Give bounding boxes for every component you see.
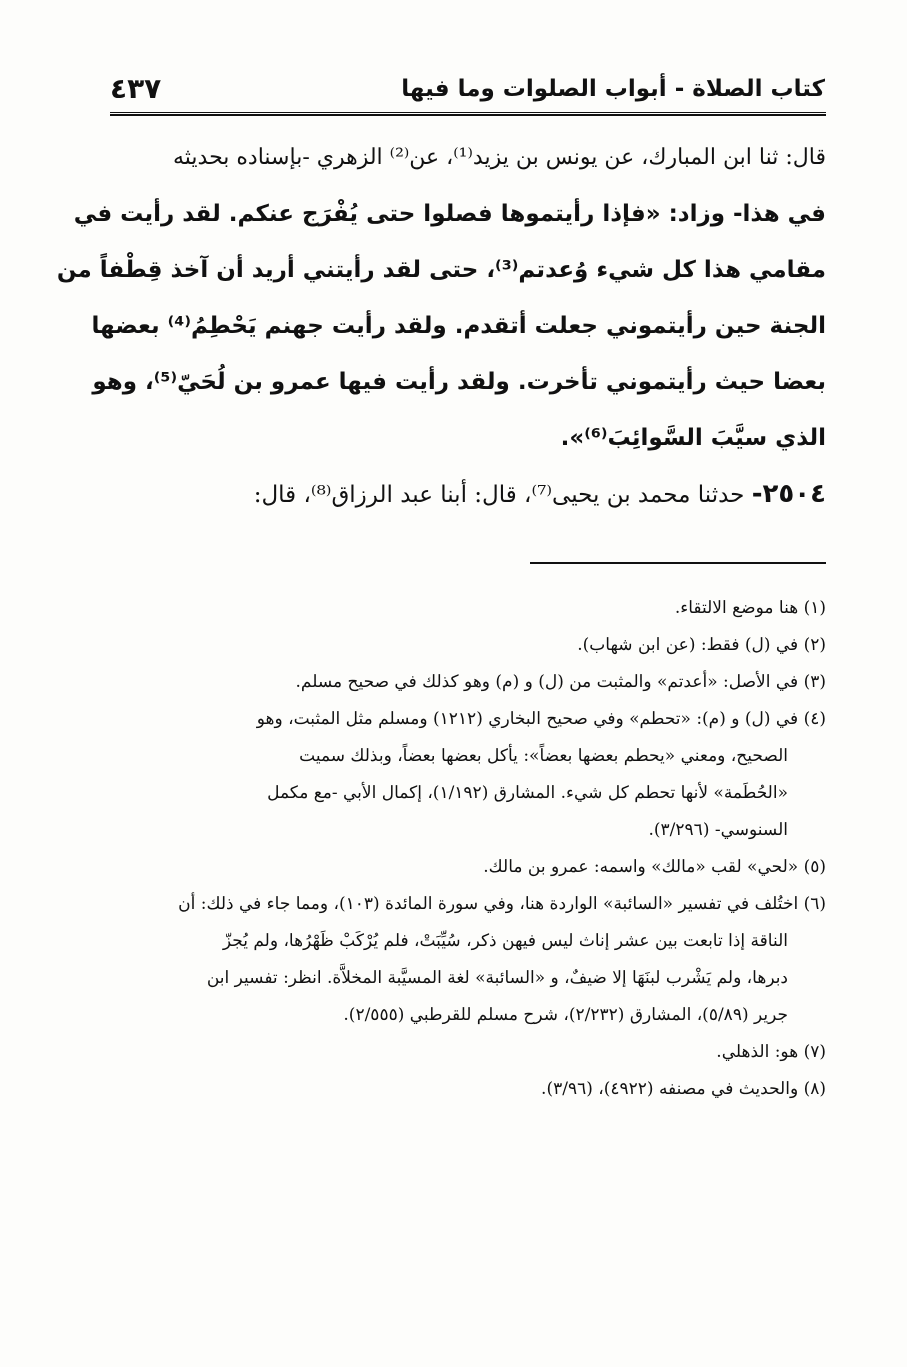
footnote-line: (٦) اختُلف في تفسير «السائبة» الواردة هنا، وفي سورة المائدة (١٠٣)، ومما جاء في ذلك: أن <box>178 894 826 914</box>
hadith-text: حدثنا محمد بن يحيى⁽⁷⁾، قال: أبنا عبد الرزاق⁽⁸⁾، قال: <box>253 482 745 508</box>
footnotes <box>110 590 826 1108</box>
main-text <box>56 130 826 522</box>
page-number: ٤٣٧ <box>110 72 162 105</box>
text-line: الذي سيَّبَ السَّوائِبَ⁽⁶⁾». <box>560 425 826 451</box>
text-line: الجنة حين رأيتموني جعلت أتقدم. ولقد رأيت جهنم يَحْطِمُ⁽⁴⁾ بعضها <box>91 313 826 339</box>
footnote-line: جرير (٥/٨٩)، المشارق (٢/٢٣٢)، شرح مسلم للقرطبي (٢/٥٥٥). <box>343 1005 788 1025</box>
footnote-line: الناقة إذا تابعت بين عشر إناث ليس فيهن ذكر، سُيِّبَتْ، فلم يُرْكَبْ ظَهْرُها، ولم يُجزّ <box>222 931 788 951</box>
text-line: بعضا حيث رأيتموني تأخرت. ولقد رأيت فيها عمرو بن لُحَيّ⁽⁵⁾، وهو <box>92 369 826 395</box>
footnote-line: (٧) هو: الذهلي. <box>716 1042 826 1062</box>
running-header <box>110 70 825 110</box>
footnote-line: (٢) في (ل) فقط: (عن ابن شهاب). <box>577 635 826 655</box>
footnote-line: (٤) في (ل) و (م): «تحطم» وفي صحيح البخاري (١٢١٢) ومسلم مثل المثبت، وهو <box>256 709 826 729</box>
text-line: مقامي هذا كل شيء وُعدتم⁽³⁾، حتى لقد رأيتني أريد أن آخذ قِطْفاً من <box>56 257 826 283</box>
text-line: قال: ثنا ابن المبارك، عن يونس بن يزيد⁽¹⁾، عن⁽²⁾ الزهري -بإسناده بحديثه <box>172 145 826 170</box>
footnote-line: (٨) والحديث في مصنفه (٤٩٢٢)، (٣/٩٦). <box>541 1079 826 1099</box>
chapter-title: كتاب الصلاة - أبواب الصلوات وما فيها <box>401 76 825 102</box>
header-rule <box>110 112 826 116</box>
hadith-line <box>110 466 826 522</box>
footnote-line: دبرها، ولم يَشْرب لبنَهَا إلا ضيفٌ، و «السائبة» لغة المسيَّبة المخلاَّة. انظر: تفسير ابن <box>206 968 788 988</box>
footnote-line: (٥) «لحي» لقب «مالك» واسمه: عمرو بن مالك. <box>483 857 826 877</box>
hadith-number: ٢٥٠٤- <box>751 479 826 509</box>
footnote-line: الصحيح، ومعني «يحطم بعضها بعضاً»: يأكل بعضها بعضاً، وبذلك سميت <box>299 746 788 766</box>
text-line: في هذا- وزاد: «فإذا رأيتموها فصلوا حتى يُفْرَج عنكم. لقد رأيت في <box>73 201 826 227</box>
footnote-separator <box>530 562 826 564</box>
footnote-line: السنوسي- (٣/٢٩٦). <box>648 820 788 840</box>
footnote-line: (٣) في الأصل: «أعدتم» والمثبت من (ل) و (م) وهو كذلك في صحيح مسلم. <box>295 672 826 692</box>
footnote-line: (١) هنا موضع الالتقاء. <box>674 598 826 618</box>
footnote-line: «الحُطَمة» لأنها تحطم كل شيء. المشارق (١/١٩٢)، إكمال الأبي -مع مكمل <box>267 783 788 803</box>
